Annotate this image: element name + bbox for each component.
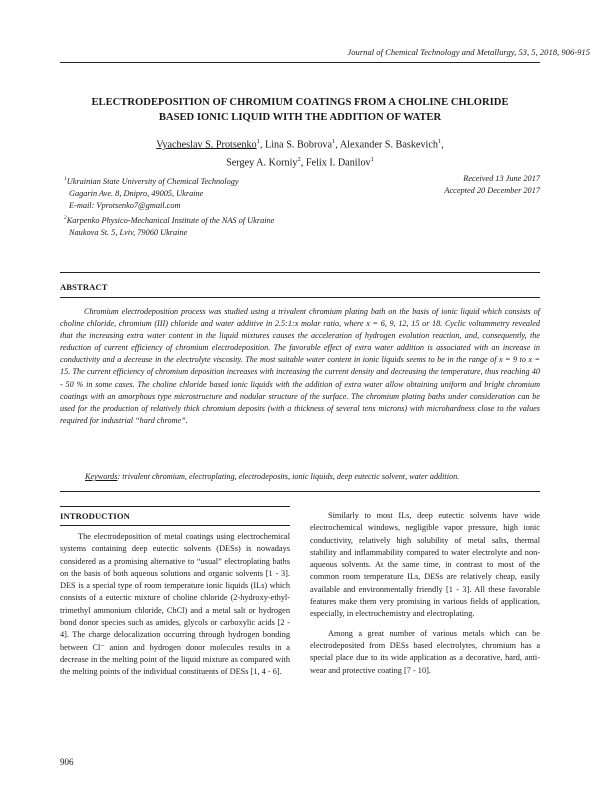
abstract-top-rule xyxy=(60,272,540,273)
author-4-affil: 2 xyxy=(297,156,301,164)
left-column xyxy=(60,531,290,686)
author-2-affil: 1 xyxy=(332,138,336,145)
intro-heading-rule xyxy=(60,525,290,526)
journal-header: Journal of Chemical Technology and Metallurgy, 53, 5, 2018, 906-915 xyxy=(347,47,590,57)
intro-top-rule xyxy=(60,506,290,507)
affil-2-address: Naukova St. 5, Lviv, 79060 Ukraine xyxy=(69,227,188,237)
author-list: Vyacheslav S. Protsenko$^1$, Lina S. Bobrova$^1$, Alexander S. Baskevich$^1$, Sergey A. Korniy$^2$, Felix I. Danilov$^1$ xyxy=(156,138,444,169)
affil-2-marker: 2 xyxy=(64,214,67,221)
right-paragraph-1: Similarly to most ILs, deep eutectic solvents have wide electrochemical windows, negligible vapor pressure, high ionic conductivity, relatively high solubility of metal salts, thermal stability and inflammability compared to water electrolyte and non-aqueous solvents. At the same time, in contrast to most of the common room temperature ILs, DESs are relatively cheap, easily available and environmentally friendly [1 - 3]. All these favorable features make them very promising in various fields of application, especially, in electrochemistry and electroplating. xyxy=(310,511,540,619)
right-column xyxy=(310,510,540,684)
right-paragraph-2: Among a great number of various metals which can be electrodeposited from DESs based electrolytes, chromium has a special place due to its wide application as a decorative, hard, anti-wear and protective coating [7 - 10]. xyxy=(310,628,540,675)
author-1-affil: 1 xyxy=(256,138,260,145)
page-number: 906 xyxy=(60,757,74,767)
abstract-text: Chromium electrodeposition process was studied using a trivalent chromium plating bath on the basis of ionic liquid which consists of choline chloride, chromium (III) chloride and water additive in 2.5:1:x molar ratio, where x = 6, 9, 12, 15 or 18. Cyclic voltammetry revealed that the increasing extra water content in the liquid mixtures causes the acceleration of hydrogen evolution reaction, and, consequently, the reduction of current efficiency of chromium electrodeposition. The favorable effect of extra water addition is associated with an increase in conductivity and a decrease in the electrolyte viscosity. The most suitable water content in ionic liquids seems to be in the range of x = 9 to x = 15. The current efficiency of chromium deposition increases with increasing the current density and decreasing the temperature, thus reaching 40 - 50 % in some cases. The choline chloride based ionic liquids with the addition of extra water allow obtaining uniform and bright chromium coatings with an amorphous type microstructure and nodular structure of the surface. The chromium plating baths under consideration can be used for the production of relatively thick chromium deposits (with a thickness of several tens microns) with microhardness close to the values required for industrial “hard chrome”. xyxy=(60,307,540,425)
abstract-heading: ABSTRACT xyxy=(60,282,108,292)
author-4: Sergey A. Korniy xyxy=(226,157,298,169)
keywords xyxy=(85,471,540,483)
affil-1-address: Gagarin Ave. 8, Dnipro, 49005, Ukraine xyxy=(69,188,204,198)
affil-1-name: Ukrainian State University of Chemical Technology xyxy=(66,176,239,186)
author-2: Lina S. Bobrova xyxy=(264,139,333,151)
received-date: Received 13 June 2017 xyxy=(463,174,540,183)
intro-heading: INTRODUCTION xyxy=(60,511,130,521)
paper-title xyxy=(60,95,540,125)
article-dates xyxy=(380,173,540,197)
accepted-date: Accepted 20 December 2017 xyxy=(444,186,540,195)
title-line-2: BASED IONIC LIQUID WITH THE ADDITION OF WATER xyxy=(158,112,442,123)
abstract-bottom-rule xyxy=(60,491,540,492)
title-line-1: ELECTRODEPOSITION OF CHROMIUM COATINGS FROM A CHOLINE CHLORIDE xyxy=(91,97,509,108)
affil-1-email[interactable]: E-mail: Vprotsenko7@gmail.com xyxy=(69,200,181,210)
affiliations xyxy=(64,173,364,239)
keywords-label: Keywords xyxy=(85,472,118,481)
header-rule xyxy=(60,62,540,63)
author-3-affil: 1 xyxy=(438,138,442,145)
affil-2-name: Karpenko Physico-Mechanical Institute of the NAS of Ukraine xyxy=(66,215,275,225)
author-5-affil: 1 xyxy=(370,156,374,164)
author-5: Felix I. Danilov xyxy=(305,157,371,169)
left-paragraph-1: The electrodeposition of metal coatings using electrochemical systems containing deep eutectic solvents (DESs) is nowadays considered as a promising alternative to “usual” electroplating baths on the basis of both aqueous solutions and organic solvents [1 - 3]. DES is a special type of room temperature ionic liquids (ILs) which consists of a eutectic mixture of choline chloride (2-hydroxy-ethyl-trimethyl ammonium chloride, ChCl) and a metal salt or hydrogen bond donor species such as amides, glycols or carboxylic acids [2 - 4]. The charge delocalization occurring through hydrogen bonding between Cl⁻ anion and hydrogen donor molecules results in a decrease in the melting point of the liquid mixture as compared with the melting points of the individual constituents of DESs [1, 4 - 6]. xyxy=(60,532,290,677)
author-1: Vyacheslav S. Protsenko xyxy=(156,139,257,151)
abstract-heading-rule xyxy=(60,297,540,298)
author-3: Alexander S. Baskevich xyxy=(339,139,438,151)
keywords-text: : trivalent chromium, electroplating, electrodeposits, ionic liquids, deep eutectic solvent, water addition. xyxy=(117,472,460,481)
affil-1-marker: 1 xyxy=(64,176,67,182)
